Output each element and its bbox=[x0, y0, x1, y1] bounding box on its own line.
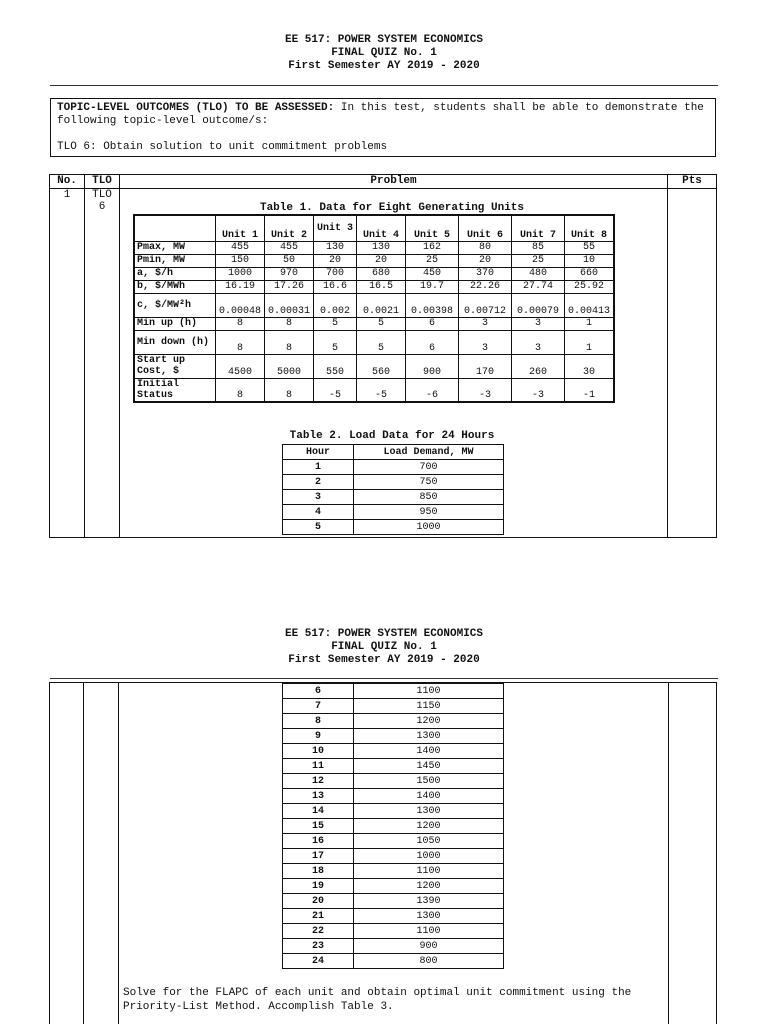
table2-row bbox=[283, 684, 504, 699]
table1-col-header: Unit 7 bbox=[512, 215, 565, 241]
table1-cell: 10 bbox=[565, 254, 615, 267]
table1-col-header: Unit 5 bbox=[406, 215, 459, 241]
table2-load: 1390 bbox=[354, 894, 504, 909]
course-title: EE 517: POWER SYSTEM ECONOMICS bbox=[284, 628, 484, 640]
table2-hour: 12 bbox=[283, 774, 354, 789]
table2-row bbox=[283, 864, 504, 879]
table1-col-header: Unit 6 bbox=[459, 215, 512, 241]
header-pts: Pts bbox=[668, 175, 717, 189]
table2-row bbox=[283, 849, 504, 864]
table1-col-header: Unit 4 bbox=[357, 215, 406, 241]
table2-load: 1150 bbox=[354, 699, 504, 714]
table2-row bbox=[283, 729, 504, 744]
table2-caption: Table 2. Load Data for 24 Hours bbox=[289, 430, 495, 442]
table1-cell: 20 bbox=[357, 254, 406, 267]
page-header bbox=[0, 34, 768, 73]
table2-row bbox=[283, 879, 504, 894]
quiz-title: FINAL QUIZ No. 1 bbox=[331, 47, 437, 59]
header-tlo: TLO bbox=[85, 175, 120, 189]
table2-hour: 23 bbox=[283, 939, 354, 954]
table2-hour: 8 bbox=[283, 714, 354, 729]
table1-caption: Table 1. Data for Eight Generating Units bbox=[259, 202, 525, 214]
table1-row bbox=[134, 317, 614, 330]
table1-cell: 17.26 bbox=[265, 280, 314, 293]
table2-hour: 24 bbox=[283, 954, 354, 969]
table1-cell: 455 bbox=[216, 241, 265, 254]
table2-load: 1000 bbox=[354, 520, 504, 535]
table2-hour: 2 bbox=[283, 475, 354, 490]
table2-hour: 22 bbox=[283, 924, 354, 939]
table1-row-label: Initial Status bbox=[134, 378, 216, 402]
table1-col-header: Unit 8 bbox=[565, 215, 615, 241]
table1-cell: 970 bbox=[265, 267, 314, 280]
table2-load: 700 bbox=[354, 460, 504, 475]
table1-cell: 170 bbox=[459, 354, 512, 378]
table1-row-label: c, $/MW²h bbox=[134, 293, 216, 317]
table1-cell: -3 bbox=[512, 378, 565, 402]
table1-cell: 19.7 bbox=[406, 280, 459, 293]
table2-row bbox=[283, 744, 504, 759]
table2-part1 bbox=[282, 444, 504, 535]
instruction-text: Solve for the FLAPC of each unit and obtain optimal unit commitment using the Priority-List Method. Accomplish Table 3. bbox=[123, 987, 632, 1013]
table2-load: 800 bbox=[354, 954, 504, 969]
table2-hour: 15 bbox=[283, 819, 354, 834]
table2-load: 1200 bbox=[354, 819, 504, 834]
table1-cell: 85 bbox=[512, 241, 565, 254]
table1-cell: 25 bbox=[406, 254, 459, 267]
table2-row bbox=[283, 714, 504, 729]
table1-cell: 3 bbox=[512, 330, 565, 354]
table2-row bbox=[283, 759, 504, 774]
table2-hour: 16 bbox=[283, 834, 354, 849]
table2-hour: 6 bbox=[283, 684, 354, 699]
table2-hour: 5 bbox=[283, 520, 354, 535]
table1-cell: 150 bbox=[216, 254, 265, 267]
table1-cell: 8 bbox=[265, 317, 314, 330]
table2-load: 1100 bbox=[354, 684, 504, 699]
table1-row-label: a, $/h bbox=[134, 267, 216, 280]
table2-hour: 7 bbox=[283, 699, 354, 714]
page2-col-line bbox=[83, 682, 84, 1024]
table2-row bbox=[283, 804, 504, 819]
table1-cell: 1 bbox=[565, 317, 615, 330]
pts-cell bbox=[668, 189, 717, 538]
table1-row-label: Start up Cost, $ bbox=[134, 354, 216, 378]
table1-cell: 6 bbox=[406, 317, 459, 330]
page2-divider bbox=[50, 678, 718, 679]
table2-hour: 3 bbox=[283, 490, 354, 505]
table1-cell: 22.26 bbox=[459, 280, 512, 293]
table1-cell: 5 bbox=[357, 330, 406, 354]
table1-cell: 55 bbox=[565, 241, 615, 254]
table1-cell: 25 bbox=[512, 254, 565, 267]
table2-load: 1100 bbox=[354, 864, 504, 879]
table1-cell: -6 bbox=[406, 378, 459, 402]
table1-cell: 5 bbox=[314, 317, 357, 330]
table1-cell: 8 bbox=[265, 378, 314, 402]
table2-hour: 14 bbox=[283, 804, 354, 819]
table1-cell: 1000 bbox=[216, 267, 265, 280]
table1-cell: 130 bbox=[314, 241, 357, 254]
table1-row bbox=[134, 354, 614, 378]
table1-cell: 16.6 bbox=[314, 280, 357, 293]
page2-col-line bbox=[118, 682, 119, 1024]
table2-hour: 11 bbox=[283, 759, 354, 774]
table1-cell: 25.92 bbox=[565, 280, 615, 293]
table2-row bbox=[283, 819, 504, 834]
table1-cell: 680 bbox=[357, 267, 406, 280]
table1-cell: 4500 bbox=[216, 354, 265, 378]
table2-load: 1400 bbox=[354, 789, 504, 804]
table1-cell: 700 bbox=[314, 267, 357, 280]
table2-load: 1450 bbox=[354, 759, 504, 774]
table1-cell: 5 bbox=[314, 330, 357, 354]
page2-col-line bbox=[716, 682, 717, 1024]
table1-cell: 3 bbox=[512, 317, 565, 330]
table1-cell: 162 bbox=[406, 241, 459, 254]
table1-cell: 0.00048 bbox=[216, 293, 265, 317]
table1-cell: 30 bbox=[565, 354, 615, 378]
table2-hour: 21 bbox=[283, 909, 354, 924]
table2-row bbox=[283, 505, 504, 520]
table1-cell: -5 bbox=[314, 378, 357, 402]
table2-row bbox=[283, 894, 504, 909]
tlo-text: In this test, students shall be able to demonstrate the following topic-level outcome/s: bbox=[57, 102, 704, 127]
header-divider bbox=[50, 85, 718, 86]
table2-load: 1400 bbox=[354, 744, 504, 759]
table2-row bbox=[283, 789, 504, 804]
tlo-box bbox=[50, 98, 716, 157]
table1-cell: 455 bbox=[265, 241, 314, 254]
table1-cell: 6 bbox=[406, 330, 459, 354]
table1-cell: 3 bbox=[459, 317, 512, 330]
table1-row-label: b, $/MWh bbox=[134, 280, 216, 293]
table2-hour: 18 bbox=[283, 864, 354, 879]
table1-body bbox=[134, 241, 614, 402]
table1-cell: 27.74 bbox=[512, 280, 565, 293]
table2-row bbox=[283, 954, 504, 969]
table2-load: 1500 bbox=[354, 774, 504, 789]
table1-col-header: Unit 3 bbox=[314, 215, 357, 241]
table1-cell: 0.002 bbox=[314, 293, 357, 317]
table2-row bbox=[283, 520, 504, 535]
table2-row bbox=[283, 475, 504, 490]
tlo-intro bbox=[57, 102, 709, 128]
table2-load: 1300 bbox=[354, 909, 504, 924]
table2-load: 1050 bbox=[354, 834, 504, 849]
table2-row bbox=[283, 834, 504, 849]
table2-load: 950 bbox=[354, 505, 504, 520]
table2-load: 1000 bbox=[354, 849, 504, 864]
table1-row-label: Pmin, MW bbox=[134, 254, 216, 267]
table2-row bbox=[283, 774, 504, 789]
table1-col-header: Unit 1 bbox=[216, 215, 265, 241]
table1-row bbox=[134, 280, 614, 293]
table2-row bbox=[283, 909, 504, 924]
header-no: No. bbox=[50, 175, 85, 189]
table2-body-part2 bbox=[283, 684, 504, 969]
table1-cell: 50 bbox=[265, 254, 314, 267]
page2-col-line bbox=[49, 682, 50, 1024]
table1-row bbox=[134, 254, 614, 267]
table1-cell: 20 bbox=[459, 254, 512, 267]
table1-row bbox=[134, 330, 614, 354]
table1-cell: 0.00031 bbox=[265, 293, 314, 317]
table1-row bbox=[134, 267, 614, 280]
table1-cell: 5000 bbox=[265, 354, 314, 378]
page2-col-line bbox=[668, 682, 669, 1024]
table2-row bbox=[283, 460, 504, 475]
table2-hour: 1 bbox=[283, 460, 354, 475]
table2-row bbox=[283, 939, 504, 954]
table1-cell: 260 bbox=[512, 354, 565, 378]
table1-cell: 8 bbox=[265, 330, 314, 354]
table1-cell: 16.5 bbox=[357, 280, 406, 293]
table1-cell: 0.00398 bbox=[406, 293, 459, 317]
table2-load: 900 bbox=[354, 939, 504, 954]
table2-hour: 9 bbox=[283, 729, 354, 744]
table1-cell: 0.00712 bbox=[459, 293, 512, 317]
table2-load: 850 bbox=[354, 490, 504, 505]
row-no: 1 bbox=[50, 189, 85, 538]
semester-label: First Semester AY 2019 - 2020 bbox=[288, 654, 480, 666]
table2-row bbox=[283, 699, 504, 714]
table1-col-header: Unit 2 bbox=[265, 215, 314, 241]
table2-header-hour: Hour bbox=[283, 445, 354, 460]
table1-row-label: Min up (h) bbox=[134, 317, 216, 330]
table2-hour: 4 bbox=[283, 505, 354, 520]
table1-cell: 0.00079 bbox=[512, 293, 565, 317]
table2-load: 750 bbox=[354, 475, 504, 490]
table1-cell: 3 bbox=[459, 330, 512, 354]
table1-cell: 560 bbox=[357, 354, 406, 378]
table2-hour: 17 bbox=[283, 849, 354, 864]
course-title: EE 517: POWER SYSTEM ECONOMICS bbox=[284, 34, 484, 46]
table1-cell: 900 bbox=[406, 354, 459, 378]
table1-cell: 660 bbox=[565, 267, 615, 280]
table1-corner bbox=[134, 215, 216, 241]
table1 bbox=[133, 214, 615, 403]
table1-cell: 20 bbox=[314, 254, 357, 267]
table1-cell: 1 bbox=[565, 330, 615, 354]
table2-header-load: Load Demand, MW bbox=[354, 445, 504, 460]
table1-cell: 16.19 bbox=[216, 280, 265, 293]
table2-row bbox=[283, 490, 504, 505]
table1-cell: 0.0021 bbox=[357, 293, 406, 317]
quiz-title: FINAL QUIZ No. 1 bbox=[331, 641, 437, 653]
table2-load: 1300 bbox=[354, 729, 504, 744]
table1-cell: 0.00413 bbox=[565, 293, 615, 317]
table1-cell: 480 bbox=[512, 267, 565, 280]
table1-cell: 8 bbox=[216, 330, 265, 354]
table1-row-label: Min down (h) bbox=[134, 330, 216, 354]
table1-cell: -3 bbox=[459, 378, 512, 402]
table1-cell: 8 bbox=[216, 378, 265, 402]
table1-cell: 370 bbox=[459, 267, 512, 280]
table1-cell: -1 bbox=[565, 378, 615, 402]
table1-cell: 5 bbox=[357, 317, 406, 330]
table1-cell: 450 bbox=[406, 267, 459, 280]
table2-hour: 10 bbox=[283, 744, 354, 759]
table1-cell: 550 bbox=[314, 354, 357, 378]
table1-row bbox=[134, 378, 614, 402]
table1-cell: 80 bbox=[459, 241, 512, 254]
table2-part2 bbox=[282, 683, 504, 969]
table1-row bbox=[134, 293, 614, 317]
table1-cell: 130 bbox=[357, 241, 406, 254]
table2-hour: 13 bbox=[283, 789, 354, 804]
table2-body-part1 bbox=[283, 460, 504, 535]
table1-row-label: Pmax, MW bbox=[134, 241, 216, 254]
table1-row bbox=[134, 241, 614, 254]
page2-header bbox=[0, 628, 768, 667]
table2-load: 1200 bbox=[354, 714, 504, 729]
table2-load: 1300 bbox=[354, 804, 504, 819]
semester-label: First Semester AY 2019 - 2020 bbox=[288, 60, 480, 72]
table2-load: 1200 bbox=[354, 879, 504, 894]
tlo-item: TLO 6: Obtain solution to unit commitment problems bbox=[57, 141, 388, 153]
row-tlo: TLO 6 bbox=[85, 189, 120, 538]
table1-cell: -5 bbox=[357, 378, 406, 402]
header-problem: Problem bbox=[120, 175, 668, 189]
table1-cell: 8 bbox=[216, 317, 265, 330]
table2-row bbox=[283, 924, 504, 939]
table2-load: 1100 bbox=[354, 924, 504, 939]
tlo-heading: TOPIC-LEVEL OUTCOMES (TLO) TO BE ASSESSED: bbox=[57, 102, 335, 114]
table2-hour: 20 bbox=[283, 894, 354, 909]
table2-hour: 19 bbox=[283, 879, 354, 894]
